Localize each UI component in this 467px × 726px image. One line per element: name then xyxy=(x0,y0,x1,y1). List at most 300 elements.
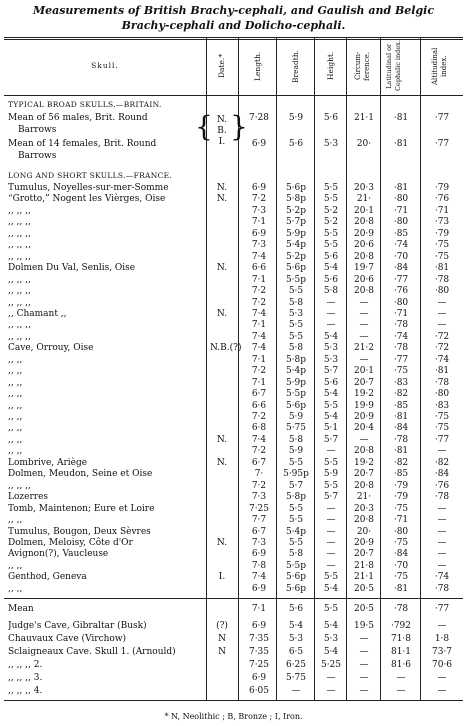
altitudinal-index-cell: ·72 xyxy=(434,331,450,342)
breadth-cell: 5·5 xyxy=(288,537,304,548)
skull-name-cell: Mean xyxy=(8,604,34,614)
latitudinal-index-cell: ·84 xyxy=(393,423,409,434)
breadth-cell: 6·5 xyxy=(288,647,304,657)
skull-name-cell: ,, ,, ,, 3. xyxy=(8,673,43,683)
breadth-cell: 5·4p xyxy=(285,526,307,537)
skull-name-cell: ,, ,, xyxy=(8,446,23,457)
table-bottom-rule xyxy=(4,700,463,701)
circumference-cell: 19·7 xyxy=(353,263,375,274)
breadth-cell: 5·4 xyxy=(288,621,304,631)
skull-name-cell: Dolmen, Meloisy, Côte d'Or xyxy=(8,537,133,548)
breadth-cell: 5·8p xyxy=(285,194,307,205)
height-cell: 5·4 xyxy=(323,621,339,631)
height-cell: 5·3 xyxy=(323,343,339,354)
skull-name-cell: ,, ,, ,, 2. xyxy=(8,660,43,670)
altitudinal-index-cell: — xyxy=(437,297,447,308)
breadth-cell: 5·5p xyxy=(285,274,307,285)
length-cell: 6·9 xyxy=(251,583,267,594)
skull-name-cell: Sclaigneaux Cave. Skull 1. (Arnould) xyxy=(8,647,176,657)
skull-name-cell: Tumulus, Noyelles-sur-mer-Somme xyxy=(8,183,169,193)
latitudinal-index-cell: ·81 xyxy=(393,412,409,422)
altitudinal-index-cell: ·73 xyxy=(434,217,450,228)
circumference-cell: 20·8 xyxy=(353,446,375,457)
header-breadth: Breadth. xyxy=(291,49,300,83)
length-cell: 7·3 xyxy=(251,492,267,503)
page-title xyxy=(0,3,467,33)
height-cell: — xyxy=(326,515,336,526)
height-cell: 5·1 xyxy=(323,423,339,434)
skull-name-cell: Tomb, Maintenon; Eure et Loire xyxy=(8,503,155,514)
latitudinal-index-cell: 71·8 xyxy=(390,634,412,644)
circumference-cell: — xyxy=(359,354,369,365)
skull-name-cell: Lombrive, Ariège xyxy=(8,457,88,468)
altitudinal-index-cell: — xyxy=(437,673,447,683)
altitudinal-index-cell: — xyxy=(437,549,447,560)
length-cell: 6·9 xyxy=(251,228,267,239)
height-cell: 5·9 xyxy=(323,469,339,480)
table-row-continuation xyxy=(4,150,463,163)
latitudinal-index-cell: ·70 xyxy=(393,560,409,571)
skull-name-cell: Cave, Orrouy, Oise xyxy=(8,343,94,354)
table-row xyxy=(4,620,463,633)
date-cell: (?) xyxy=(216,621,228,631)
skull-name-cell: Lozerres xyxy=(8,492,49,503)
altitudinal-index-cell: ·76 xyxy=(434,480,450,491)
length-cell: 6·9 xyxy=(251,183,267,193)
height-cell: — xyxy=(326,560,336,571)
latitudinal-index-cell: 81·6 xyxy=(390,660,412,670)
section-heading-britain: TYPICAL BROAD SKULLS.—BRITAIN. xyxy=(8,100,162,109)
height-cell: 5·5 xyxy=(323,604,339,614)
length-cell: 7·2 xyxy=(251,286,267,297)
skull-name-cell: ,, ,, ,, xyxy=(8,297,31,308)
altitudinal-index-cell: — xyxy=(437,446,447,457)
breadth-cell: 5·6p xyxy=(285,263,307,274)
length-cell: 7·1 xyxy=(251,604,267,614)
skull-name-cell: ,, ,, ,, xyxy=(8,286,31,297)
circumference-cell: 21· xyxy=(356,492,372,503)
circumference-cell: 20· xyxy=(356,526,372,537)
breadth-cell: 5·6p xyxy=(285,183,307,193)
altitudinal-index-cell: — xyxy=(437,537,447,548)
circumference-cell: 20·1 xyxy=(353,205,375,216)
skull-name-cell: Dolmen, Meudon, Seine et Oise xyxy=(8,469,153,480)
circumference-cell: 20·9 xyxy=(353,412,375,422)
breadth-cell: 6·25 xyxy=(285,660,307,670)
breadth-cell: 5·8 xyxy=(288,343,304,354)
length-cell: 7·25 xyxy=(248,660,270,670)
skull-name-cell: ,, ,, xyxy=(8,434,23,445)
table-row xyxy=(4,646,463,659)
latitudinal-index-cell: ·74 xyxy=(393,331,409,342)
circumference-cell: 20·8 xyxy=(353,480,375,491)
measurements-table xyxy=(4,37,463,707)
length-cell: 6·6 xyxy=(251,263,267,274)
height-cell: — xyxy=(326,446,336,457)
length-cell: 7·1 xyxy=(251,217,267,228)
latitudinal-index-cell: ·71 xyxy=(393,205,409,216)
skull-name-cell: Mean of 14 females, Brit. Round xyxy=(8,139,157,149)
latitudinal-index-cell: ·78 xyxy=(393,343,409,354)
height-cell: 5·5 xyxy=(323,400,339,411)
circumference-cell: 21·1 xyxy=(353,113,375,123)
latitudinal-index-cell: ·78 xyxy=(393,434,409,445)
circumference-cell: 20·4 xyxy=(353,423,375,434)
length-cell: 7·7 xyxy=(251,515,267,526)
circumference-cell: 20·5 xyxy=(353,604,375,614)
skull-name-cell: ,, ,, ,, xyxy=(8,274,31,285)
length-cell: 6·9 xyxy=(251,139,267,149)
altitudinal-index-cell: ·74 xyxy=(434,572,450,583)
latitudinal-index-cell: ·84 xyxy=(393,549,409,560)
length-cell: 6·7 xyxy=(251,457,267,468)
height-cell: 5·5 xyxy=(323,194,339,205)
height-cell: 5·5 xyxy=(323,240,339,251)
height-cell: 5·7 xyxy=(323,366,339,377)
breadth-cell: 5·9p xyxy=(285,377,307,388)
latitudinal-index-cell: ·80 xyxy=(393,217,409,228)
circumference-cell: 21· xyxy=(356,194,372,205)
header-height: Height. xyxy=(326,51,335,81)
height-cell: 5·7 xyxy=(323,434,339,445)
latitudinal-index-cell: ·80 xyxy=(393,297,409,308)
latitudinal-index-cell: ·76 xyxy=(393,286,409,297)
latitudinal-index-cell: ·78 xyxy=(393,320,409,331)
brace: } xyxy=(230,110,248,143)
breadth-cell: 5·2p xyxy=(285,251,307,262)
altitudinal-index-cell: ·77 xyxy=(434,434,450,445)
breadth-cell: 5·5 xyxy=(288,286,304,297)
latitudinal-index-cell: ·85 xyxy=(393,400,409,411)
date-cell: N. xyxy=(216,183,228,193)
skull-name-cell: ,, ,, ,, xyxy=(8,331,31,342)
breadth-cell: 5·9 xyxy=(288,113,304,123)
section-heading-france: LONG AND SHORT SKULLS.—FRANCE. xyxy=(8,171,173,180)
circumference-cell: — xyxy=(359,320,369,331)
altitudinal-index-cell: ·78 xyxy=(434,583,450,594)
circumference-cell: 19·2 xyxy=(353,457,375,468)
latitudinal-index-cell: ·81 xyxy=(393,583,409,594)
length-cell: 6·05 xyxy=(248,686,270,696)
height-cell: 5·3 xyxy=(323,139,339,149)
altitudinal-index-cell: ·75 xyxy=(434,240,450,251)
circumference-cell: 20·9 xyxy=(353,537,375,548)
date-bronze: B. xyxy=(217,126,227,136)
length-cell: 7·35 xyxy=(248,647,270,657)
circumference-cell: 20·7 xyxy=(353,377,375,388)
length-cell: 7·2 xyxy=(251,446,267,457)
latitudinal-index-cell: ·85 xyxy=(393,228,409,239)
latitudinal-index-cell: ·79 xyxy=(393,480,409,491)
circumference-cell: — xyxy=(359,434,369,445)
height-cell: — xyxy=(326,297,336,308)
altitudinal-index-cell: ·78 xyxy=(434,274,450,285)
length-cell: 6·9 xyxy=(251,673,267,683)
skull-name-cell: ,, Chamant ,, xyxy=(8,308,67,319)
circumference-cell: 20· xyxy=(356,139,372,149)
altitudinal-index-cell: ·78 xyxy=(434,377,450,388)
height-cell: 5·6 xyxy=(323,274,339,285)
latitudinal-index-cell: ·81 xyxy=(393,139,409,149)
length-cell: 7·1 xyxy=(251,354,267,365)
date-cell: N. xyxy=(216,194,228,205)
height-cell: 5·6 xyxy=(323,251,339,262)
breadth-cell: — xyxy=(291,686,301,696)
latitudinal-index-cell: ·74 xyxy=(393,240,409,251)
altitudinal-index-cell: — xyxy=(437,320,447,331)
height-cell: 5·7 xyxy=(323,492,339,503)
table-row xyxy=(4,633,463,646)
skull-name-cell: Dolmen Du Val, Senlis, Oise xyxy=(8,263,136,274)
length-cell: 7·3 xyxy=(251,205,267,216)
length-cell: 7·4 xyxy=(251,331,267,342)
table-row xyxy=(4,659,463,672)
table-row xyxy=(4,672,463,685)
skull-name-cell: Mean of 56 males, Brit. Round xyxy=(8,113,148,123)
table-row xyxy=(4,583,463,596)
date-cell: N xyxy=(218,647,226,657)
breadth-cell: 5·7p xyxy=(285,217,307,228)
skull-name-cell: ,, ,, ,, xyxy=(8,228,31,239)
circumference-cell: — xyxy=(359,673,369,683)
breadth-cell: 5·4p xyxy=(285,240,307,251)
latitudinal-index-cell: 81·1 xyxy=(390,647,412,657)
height-cell: 5·4 xyxy=(323,647,339,657)
length-cell: 7·1 xyxy=(251,377,267,388)
breadth-cell: 5·2p xyxy=(285,205,307,216)
altitudinal-index-cell: ·81 xyxy=(434,366,450,377)
latitudinal-index-cell: ·70 xyxy=(393,251,409,262)
altitudinal-index-cell: ·77 xyxy=(434,113,450,123)
header-length: Length. xyxy=(253,51,262,81)
breadth-cell: 5·5 xyxy=(288,457,304,468)
circumference-cell: — xyxy=(359,647,369,657)
altitudinal-index-cell: — xyxy=(437,621,447,631)
height-cell: — xyxy=(326,549,336,560)
length-cell: 7·2 xyxy=(251,297,267,308)
length-cell: 7·25 xyxy=(248,503,270,514)
footnote: * N, Neolithic ; B, Bronze ; I, Iron. xyxy=(164,712,303,721)
date-cell: N. xyxy=(216,434,228,445)
breadth-cell: 5·5 xyxy=(288,320,304,331)
height-cell: — xyxy=(326,673,336,683)
altitudinal-index-cell: — xyxy=(437,503,447,514)
mean-top-rule xyxy=(4,598,463,599)
latitudinal-index-cell: ·80 xyxy=(393,526,409,537)
skull-name-cell: Barrows xyxy=(18,151,57,161)
circumference-cell: 20·1 xyxy=(353,366,375,377)
length-cell: 7·35 xyxy=(248,634,270,644)
breadth-cell: 5·9p xyxy=(285,228,307,239)
skull-name-cell: Tumulus, Bougon, Deux Sèvres xyxy=(8,526,151,537)
length-cell: 7·2 xyxy=(251,412,267,422)
breadth-cell: 5·8 xyxy=(288,434,304,445)
height-cell: 5·2 xyxy=(323,217,339,228)
date-cell: N. xyxy=(216,537,228,548)
circumference-cell: — xyxy=(359,308,369,319)
length-cell: 6·8 xyxy=(251,423,267,434)
length-cell: 7·4 xyxy=(251,434,267,445)
latitudinal-index-cell: ·81 xyxy=(393,113,409,123)
circumference-cell: 20·6 xyxy=(353,240,375,251)
breadth-cell: 5·6p xyxy=(285,583,307,594)
breadth-cell: 5·3 xyxy=(288,308,304,319)
skull-name-cell: ,, ,, ,, xyxy=(8,480,31,491)
title-line-1: Measurements of British Brachy-cephali, and Gaulish and Belgic xyxy=(32,4,435,17)
date-cell: N.B.(?) xyxy=(210,343,242,354)
latitudinal-index-cell: ·81 xyxy=(393,446,409,457)
length-cell: 7·4 xyxy=(251,343,267,354)
latitudinal-index-cell: ·75 xyxy=(393,572,409,583)
altitudinal-index-cell: — xyxy=(437,308,447,319)
table-row xyxy=(4,603,463,616)
altitudinal-index-cell: ·78 xyxy=(434,492,450,503)
title-line-2: Brachy-cephali and Dolicho-cephali. xyxy=(121,19,346,32)
circumference-cell: 20·7 xyxy=(353,469,375,480)
length-cell: 7·4 xyxy=(251,308,267,319)
length-cell: 6·6 xyxy=(251,400,267,411)
latitudinal-index-cell: — xyxy=(396,673,406,683)
date-cell: I. xyxy=(218,572,226,583)
latitudinal-index-cell: ·83 xyxy=(393,377,409,388)
height-cell: — xyxy=(326,320,336,331)
breadth-cell: 5·9 xyxy=(288,412,304,422)
latitudinal-index-cell: ·81 xyxy=(393,183,409,193)
breadth-cell: 5·8p xyxy=(285,492,307,503)
height-cell: 5·3 xyxy=(323,634,339,644)
table-row xyxy=(4,685,463,698)
altitudinal-index-cell: — xyxy=(437,560,447,571)
breadth-cell: 5·4p xyxy=(285,366,307,377)
latitudinal-index-cell: — xyxy=(396,686,406,696)
breadth-cell: 5·6p xyxy=(285,572,307,583)
length-cell: 7·3 xyxy=(251,240,267,251)
circumference-cell: 19·2 xyxy=(353,389,375,400)
altitudinal-index-cell: ·75 xyxy=(434,251,450,262)
altitudinal-index-cell: ·80 xyxy=(434,389,450,400)
circumference-cell: 20·3 xyxy=(353,183,375,193)
breadth-cell: 5·5p xyxy=(285,389,307,400)
height-cell: 5·2 xyxy=(323,205,339,216)
latitudinal-index-cell: ·792 xyxy=(390,621,412,631)
british-date-brace xyxy=(206,115,238,148)
latitudinal-index-cell: ·77 xyxy=(393,274,409,285)
breadth-cell: 5·5 xyxy=(288,503,304,514)
skull-name-cell: ,, ,, xyxy=(8,560,23,571)
latitudinal-index-cell: ·75 xyxy=(393,366,409,377)
latitudinal-index-cell: ·82 xyxy=(393,389,409,400)
altitudinal-index-cell: ·80 xyxy=(434,286,450,297)
circumference-cell: 20·8 xyxy=(353,251,375,262)
header-circumference: Circum-ference. xyxy=(354,51,371,81)
skull-name-cell: ,, ,, ,, xyxy=(8,217,31,228)
header-altitudinal-index: Altitudinal index. xyxy=(431,47,448,85)
latitudinal-index-cell: ·75 xyxy=(393,537,409,548)
circumference-cell: 20·8 xyxy=(353,217,375,228)
circumference-cell: 21·1 xyxy=(353,572,375,583)
skull-name-cell: Judge's Cave, Gibraltar (Busk) xyxy=(8,621,147,631)
height-cell: — xyxy=(326,526,336,537)
altitudinal-index-cell: ·75 xyxy=(434,412,450,422)
skull-name-cell: ,, ,, xyxy=(8,377,23,388)
header-latitudinal-index: Latitudinal or Cephalic index. xyxy=(385,40,402,92)
height-cell: 5·4 xyxy=(323,389,339,400)
altitudinal-index-cell: — xyxy=(437,526,447,537)
length-cell: 6·9 xyxy=(251,549,267,560)
date-iron: I. xyxy=(218,137,226,147)
skull-name-cell: ,, ,, xyxy=(8,354,23,365)
skull-name-cell: ,, ,, xyxy=(8,583,23,594)
altitudinal-index-cell: ·72 xyxy=(434,343,450,354)
height-cell: — xyxy=(326,686,336,696)
date-neolithic: N. xyxy=(216,115,228,125)
date-cell: N. xyxy=(216,308,228,319)
breadth-cell: 5·75 xyxy=(285,423,307,434)
breadth-cell: 5·5 xyxy=(288,331,304,342)
height-cell: 5·5 xyxy=(323,457,339,468)
skull-name-cell: ,, ,, xyxy=(8,389,23,400)
skull-name-cell: Avignon(?), Vaucleuse xyxy=(8,549,109,560)
circumference-cell: 20·9 xyxy=(353,228,375,239)
altitudinal-index-cell: 70·6 xyxy=(431,660,453,670)
skull-name-cell: Barrows xyxy=(18,125,57,135)
circumference-cell: 19·9 xyxy=(353,400,375,411)
breadth-cell: 5·7 xyxy=(288,480,304,491)
circumference-cell: 20·3 xyxy=(353,503,375,514)
altitudinal-index-cell: ·81 xyxy=(434,263,450,274)
circumference-cell: — xyxy=(359,634,369,644)
length-cell: 7·1 xyxy=(251,320,267,331)
height-cell: 5·5 xyxy=(323,228,339,239)
latitudinal-index-cell: ·78 xyxy=(393,604,409,614)
length-cell: 7·8 xyxy=(251,560,267,571)
circumference-cell: 21·8 xyxy=(353,560,375,571)
length-cell: 7·4 xyxy=(251,251,267,262)
altitudinal-index-cell: ·76 xyxy=(434,194,450,205)
breadth-cell: 5·75 xyxy=(285,673,307,683)
height-cell: 5·4 xyxy=(323,331,339,342)
height-cell: 5·4 xyxy=(323,583,339,594)
altitudinal-index-cell: — xyxy=(437,515,447,526)
height-cell: 5·5 xyxy=(323,183,339,193)
circumference-cell: 19·5 xyxy=(353,621,375,631)
length-cell: 7· xyxy=(254,469,264,480)
altitudinal-index-cell: ·79 xyxy=(434,228,450,239)
height-cell: 5·4 xyxy=(323,263,339,274)
skull-name-cell: ,, ,, xyxy=(8,423,23,434)
height-cell: — xyxy=(326,503,336,514)
date-cell: N xyxy=(218,634,226,644)
length-cell: 7·2 xyxy=(251,194,267,205)
breadth-cell: 5·6 xyxy=(288,139,304,149)
latitudinal-index-cell: ·79 xyxy=(393,492,409,503)
altitudinal-index-cell: ·75 xyxy=(434,423,450,434)
height-cell: 5·8 xyxy=(323,286,339,297)
height-cell: 5·6 xyxy=(323,113,339,123)
latitudinal-index-cell: ·85 xyxy=(393,469,409,480)
date-cell: N. xyxy=(216,263,228,274)
altitudinal-index-cell: ·82 xyxy=(434,457,450,468)
length-cell: 6·9 xyxy=(251,621,267,631)
latitudinal-index-cell: ·77 xyxy=(393,354,409,365)
length-cell: 7·1 xyxy=(251,274,267,285)
skull-name-cell: ,, ,, ,, 4. xyxy=(8,686,43,696)
skull-name-cell: ,, ,, xyxy=(8,366,23,377)
circumference-cell: 20·6 xyxy=(353,274,375,285)
skull-name-cell: ,, ,, ,, xyxy=(8,240,31,251)
breadth-cell: 5·3 xyxy=(288,634,304,644)
latitudinal-index-cell: ·71 xyxy=(393,308,409,319)
